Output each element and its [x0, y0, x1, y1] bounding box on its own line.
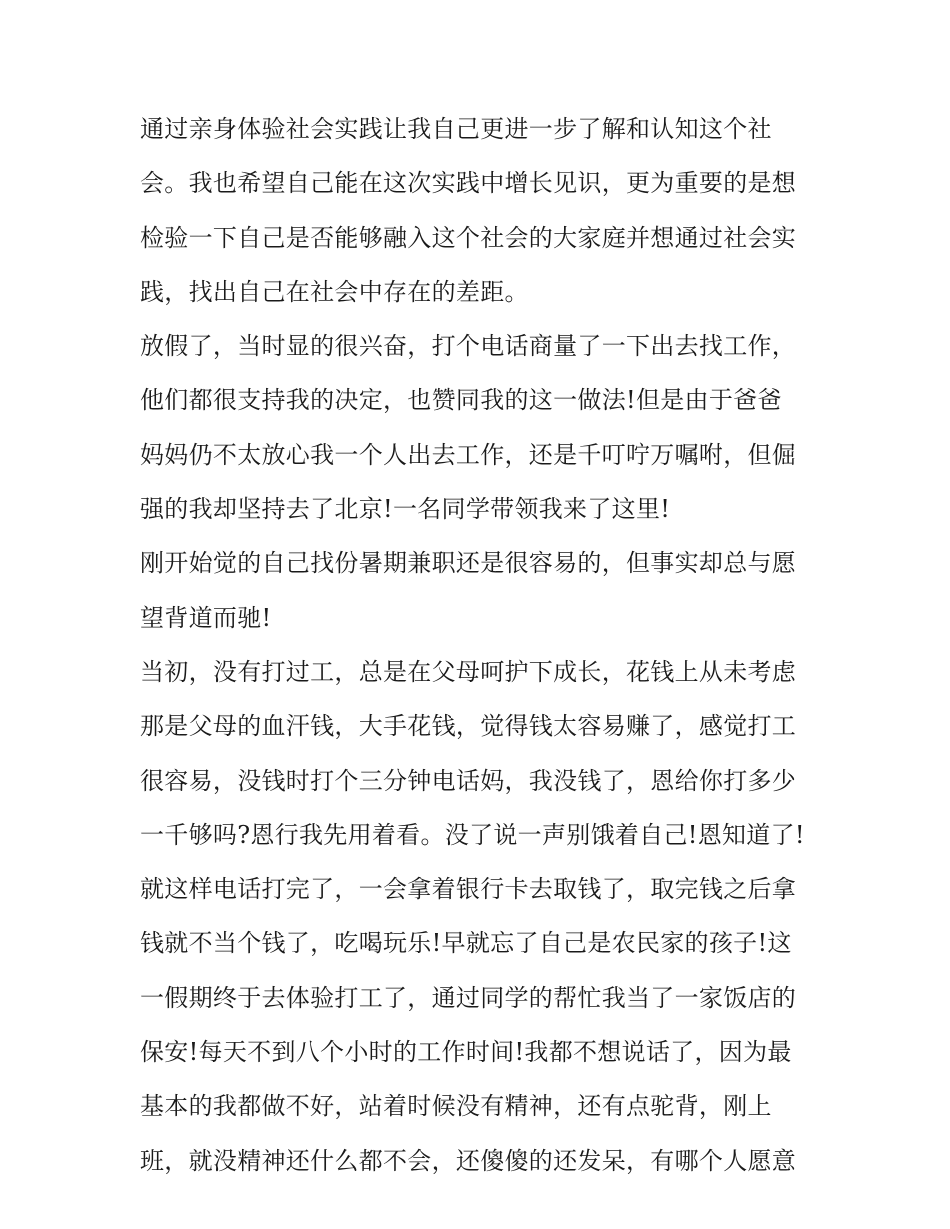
text-line: 钱就不当个钱了，吃喝玩乐!早就忘了自己是农民家的孩子!这 [140, 929, 792, 958]
document-body [140, 102, 820, 1188]
text-line: 会。我也希望自己能在这次实践中增长见识，更为重要的是想 [140, 169, 797, 198]
text-line: 望背道而驰! [140, 603, 272, 632]
text-line: 那是父母的血汗钱，大手花钱，觉得钱太容易赚了，感觉打工 [140, 712, 797, 741]
text-line: 检验一下自己是否能够融入这个社会的大家庭并想通过社会实 [140, 223, 797, 252]
text-line: 通过亲身体验社会实践让我自己更进一步了解和认知这个社 [140, 115, 772, 143]
text-line: 一假期终于去体验打工了，通过同学的帮忙我当了一家饭店的 [140, 983, 797, 1012]
text-line: 班，就没精神还什么都不会，还傻傻的还发呆，有哪个人愿意 [140, 1146, 797, 1175]
text-line: 妈妈仍不太放心我一个人出去工作，还是千叮咛万嘱咐，但倔 [140, 440, 797, 469]
text-line: 保安!每天不到八个小时的工作时间!我都不想说话了，因为最 [140, 1038, 792, 1067]
text-line: 一千够吗?恩行我先用着看。没了说一声别饿着自己!恩知道了! [140, 820, 805, 849]
text-line: 很容易，没钱时打个三分钟电话妈，我没钱了，恩给你打多少 [140, 766, 797, 795]
text-line: 刚开始觉的自己找份暑期兼职还是很容易的，但事实却总与愿 [140, 549, 797, 578]
text-line: 就这样电话打完了，一会拿着银行卡去取钱了，取完钱之后拿 [140, 875, 797, 904]
text-line: 基本的我都做不好，站着时候没有精神，还有点驼背，刚上 [140, 1092, 772, 1121]
text-line: 放假了，当时显的很兴奋，打个电话商量了一下出去找工作， [140, 332, 797, 361]
text-line: 践，找出自己在社会中存在的差距。 [140, 277, 529, 306]
text-line: 强的我却坚持去了北京!一名同学带领我来了这里! [140, 495, 671, 524]
text-line: 他们都很支持我的决定，也赞同我的这一做法!但是由于爸爸 [140, 386, 782, 415]
text-line: 当初，没有打过工，总是在父母呵护下成长，花钱上从未考虑 [140, 657, 797, 686]
